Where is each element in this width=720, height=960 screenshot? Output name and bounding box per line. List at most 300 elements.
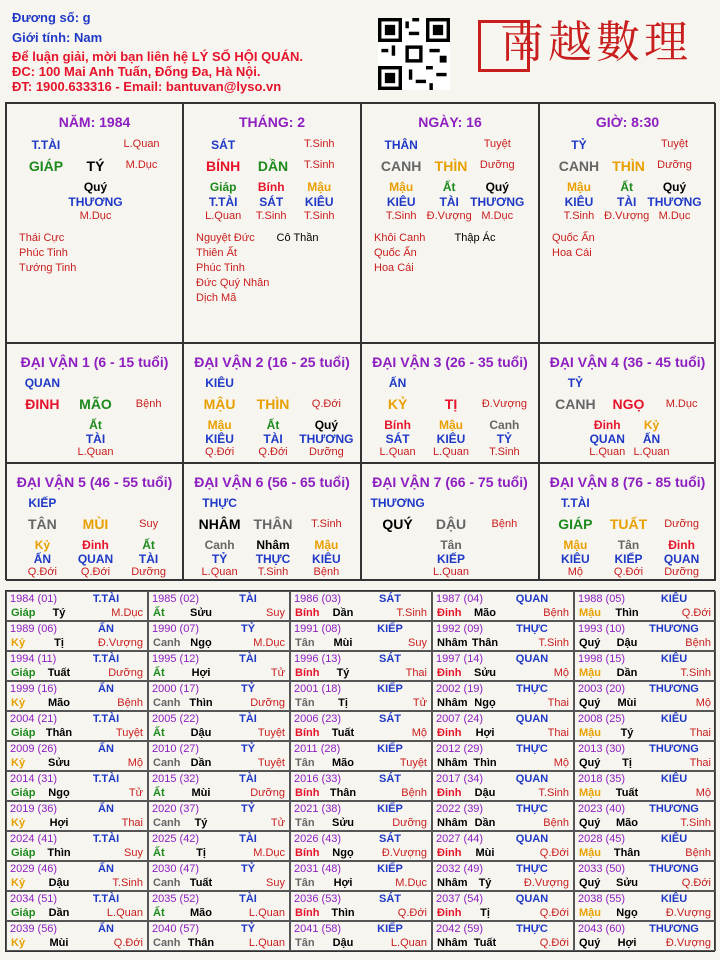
year-stem: Đinh bbox=[437, 787, 462, 799]
year-phase: Đ.Vượng bbox=[97, 637, 143, 649]
year-stem: Tân bbox=[295, 817, 315, 829]
year-label: 2005 (22) bbox=[152, 713, 200, 725]
year-cell bbox=[290, 711, 432, 741]
year-label: 2036 (53) bbox=[294, 893, 342, 905]
year-cell bbox=[574, 651, 716, 681]
pillar-title: GIỜ: 8:30 bbox=[595, 114, 660, 130]
year-god: ẤN bbox=[98, 683, 114, 695]
year-cell bbox=[6, 681, 148, 711]
year-label: 2028 (45) bbox=[578, 833, 626, 845]
dai-van-cell bbox=[539, 343, 716, 463]
year-label: 1997 (14) bbox=[436, 653, 484, 665]
hidden-god: TỶ bbox=[496, 432, 513, 446]
hidden-god: QUAN bbox=[589, 432, 625, 446]
dai-van-cell bbox=[183, 463, 361, 581]
hidden-god: TÀI bbox=[85, 432, 106, 446]
hidden-god: TÀI bbox=[263, 432, 283, 446]
hidden-phase: Đ.Vượng bbox=[426, 210, 472, 222]
year-cell bbox=[6, 861, 148, 891]
year-label: 2033 (50) bbox=[578, 863, 626, 875]
year-branch: Thân bbox=[471, 637, 499, 649]
year-god: SÁT bbox=[379, 773, 401, 785]
pillar-stem-god: TỶ bbox=[571, 138, 587, 152]
year-god: THỰC bbox=[516, 863, 548, 875]
year-stem: Ất bbox=[153, 787, 165, 799]
year-god: THƯƠNG bbox=[649, 683, 699, 695]
dai-van-phase: T.Sinh bbox=[311, 518, 342, 530]
year-label: 1992 (09) bbox=[436, 623, 484, 635]
year-cell bbox=[148, 711, 290, 741]
year-label: 2020 (37) bbox=[152, 803, 200, 815]
hidden-god: SÁT bbox=[385, 432, 410, 446]
year-stem: Giáp bbox=[11, 787, 36, 799]
year-label: 2014 (31) bbox=[10, 773, 58, 785]
hidden-phase: T.Sinh bbox=[255, 210, 287, 222]
year-god: QUAN bbox=[515, 773, 549, 785]
year-branch: Tý bbox=[52, 607, 66, 619]
year-branch: Tý bbox=[336, 667, 350, 679]
hidden-phase: L.Quan bbox=[379, 446, 416, 458]
year-branch: Ngọ bbox=[616, 907, 638, 919]
dai-van-title: ĐẠI VẬN 1 (6 - 15 tuổi) bbox=[20, 354, 169, 370]
year-cell bbox=[432, 801, 574, 831]
year-god: TỶ bbox=[240, 803, 256, 815]
hidden-phase: L.Quan bbox=[432, 566, 470, 578]
year-branch: Sửu bbox=[331, 817, 355, 829]
year-label: 1993 (10) bbox=[578, 623, 626, 635]
hidden-phase: L.Quan bbox=[633, 446, 670, 458]
year-god: QUAN bbox=[515, 713, 549, 725]
year-stem: Bính bbox=[295, 847, 320, 859]
year-stem: Đinh bbox=[437, 667, 462, 679]
contact-text: Để luận giải, mời bạn liên hệ LÝ SỐ HỘI QUÁN. bbox=[12, 49, 303, 64]
year-stem: Kỷ bbox=[11, 637, 26, 649]
year-phase: L.Quan bbox=[390, 937, 427, 949]
year-branch: Thân bbox=[613, 847, 641, 859]
year-cell bbox=[574, 591, 716, 621]
dai-van-branch: THÌN bbox=[256, 396, 290, 412]
dai-van-cell bbox=[361, 463, 539, 581]
year-branch: Tuất bbox=[331, 727, 355, 739]
year-branch: Thìn bbox=[47, 847, 71, 859]
year-branch: Tuất bbox=[47, 667, 71, 679]
year-branch: Mão bbox=[616, 817, 638, 829]
year-stem: Nhâm bbox=[437, 757, 468, 769]
year-branch: Thân bbox=[329, 787, 357, 799]
pillar-stem: BÍNH bbox=[206, 158, 241, 174]
year-stem: Canh bbox=[153, 637, 181, 649]
gender-label: Giới tính: Nam bbox=[12, 30, 103, 45]
spirit-star: Cô Thần bbox=[276, 232, 319, 244]
year-cell bbox=[148, 591, 290, 621]
year-branch: Ngọ bbox=[474, 697, 496, 709]
dai-van-title: ĐẠI VẬN 6 (56 - 65 tuổi) bbox=[194, 474, 350, 490]
year-phase: Tử bbox=[270, 667, 285, 679]
year-phase: M.Dục bbox=[395, 877, 427, 889]
year-label: 2043 (60) bbox=[578, 923, 626, 935]
year-stem: Quý bbox=[579, 937, 601, 949]
pillar-title: THÁNG: 2 bbox=[238, 114, 306, 130]
year-cell bbox=[432, 711, 574, 741]
year-label: 2012 (29) bbox=[436, 743, 484, 755]
year-phase: Suy bbox=[124, 847, 143, 859]
year-god: TÀI bbox=[239, 893, 257, 905]
hidden-phase: L.Quan bbox=[205, 210, 242, 222]
year-branch: Ngọ bbox=[332, 847, 354, 859]
year-branch: Mùi bbox=[191, 787, 211, 799]
year-phase: Mộ bbox=[553, 667, 569, 679]
hidden-god: T.TÀI bbox=[208, 195, 238, 209]
year-label: 1988 (05) bbox=[578, 593, 626, 605]
hidden-stem: Đinh bbox=[593, 418, 621, 432]
dai-van-god: T.TÀI bbox=[561, 496, 590, 510]
year-cell bbox=[6, 591, 148, 621]
year-cell bbox=[432, 741, 574, 771]
year-cell bbox=[6, 711, 148, 741]
hidden-god: KIÊU bbox=[386, 195, 416, 209]
hidden-phase: Đ.Vượng bbox=[604, 210, 650, 222]
year-cell bbox=[574, 921, 716, 951]
year-god: TÀI bbox=[239, 773, 257, 785]
dai-van-stem: KỶ bbox=[387, 396, 408, 412]
year-cell bbox=[432, 921, 574, 951]
pillar-stem-phase: T.Sinh bbox=[303, 138, 335, 150]
year-branch: Ngọ bbox=[48, 787, 70, 799]
year-phase: Tuyệt bbox=[399, 757, 427, 769]
year-stem: Giáp bbox=[11, 727, 36, 739]
dai-van-stem: GIÁP bbox=[558, 516, 593, 532]
hidden-phase: Q.Đới bbox=[27, 566, 57, 578]
year-stem: Canh bbox=[153, 817, 181, 829]
hidden-stem: Canh bbox=[204, 538, 235, 552]
pillar-stem-phase: Tuyệt bbox=[660, 138, 689, 150]
phone-email-text[interactable]: ĐT: 1900.633316 - Email: bantuvan@lyso.vn bbox=[12, 79, 282, 94]
year-cell bbox=[290, 921, 432, 951]
year-god: KIẾP bbox=[377, 923, 403, 935]
hidden-god: TỶ bbox=[211, 552, 228, 566]
hidden-god: TÀI bbox=[138, 552, 159, 566]
year-cell bbox=[148, 831, 290, 861]
year-phase: Đ.Vượng bbox=[665, 937, 711, 949]
hidden-stem: Mậu bbox=[314, 538, 339, 552]
year-cell bbox=[148, 741, 290, 771]
year-stem: Ất bbox=[153, 727, 165, 739]
dai-van-stem: MẬU bbox=[203, 396, 236, 412]
hidden-phase: Mộ bbox=[567, 566, 584, 578]
year-label: 1987 (04) bbox=[436, 593, 484, 605]
spirit-star: Đức Quý Nhân bbox=[196, 277, 270, 289]
year-label: 2006 (23) bbox=[294, 713, 342, 725]
year-label: 2037 (54) bbox=[436, 893, 484, 905]
year-label: 2013 (30) bbox=[578, 743, 626, 755]
year-stem: Tân bbox=[295, 697, 315, 709]
hidden-phase: T.Sinh bbox=[257, 566, 289, 578]
year-god: THƯƠNG bbox=[649, 923, 699, 935]
year-phase: Q.Đới bbox=[539, 937, 569, 949]
dai-van-branch: TỊ bbox=[444, 396, 458, 412]
spirit-star: Dịch Mã bbox=[196, 292, 237, 304]
year-branch: Sửu bbox=[473, 667, 497, 679]
year-phase: Mộ bbox=[127, 757, 143, 769]
year-phase: T.Sinh bbox=[680, 817, 711, 829]
year-branch: Mão bbox=[332, 757, 354, 769]
year-phase: Mộ bbox=[553, 757, 569, 769]
hidden-god: THƯƠNG bbox=[68, 195, 123, 209]
year-cell bbox=[574, 771, 716, 801]
year-branch: Thìn bbox=[473, 757, 497, 769]
year-branch: Dậu bbox=[48, 877, 70, 889]
year-cell bbox=[148, 921, 290, 951]
year-cell bbox=[432, 891, 574, 921]
year-phase: T.Sinh bbox=[538, 637, 569, 649]
year-stem: Canh bbox=[153, 877, 181, 889]
spirit-star: Khôi Canh bbox=[374, 232, 426, 244]
year-phase: Bệnh bbox=[543, 607, 569, 619]
year-stem: Canh bbox=[153, 937, 181, 949]
year-stem: Mậu bbox=[579, 907, 601, 919]
year-god: KIÊU bbox=[660, 593, 688, 605]
year-phase: Đ.Vượng bbox=[665, 907, 711, 919]
year-label: 1999 (16) bbox=[10, 683, 58, 695]
year-cell bbox=[148, 861, 290, 891]
year-label: 1989 (06) bbox=[10, 623, 58, 635]
dai-van-title: ĐẠI VẬN 3 (26 - 35 tuổi) bbox=[372, 354, 528, 370]
pillar-cell bbox=[361, 103, 539, 343]
year-label: 2009 (26) bbox=[10, 743, 58, 755]
year-stem: Mậu bbox=[579, 847, 601, 859]
year-phase: Thai bbox=[547, 727, 569, 739]
pillar-cell bbox=[539, 103, 716, 343]
year-phase: Dưỡng bbox=[250, 787, 285, 799]
year-branch: Dậu bbox=[190, 727, 212, 739]
dai-van-branch: DẬU bbox=[435, 516, 467, 532]
pillar-chart bbox=[5, 102, 715, 580]
hidden-phase: M.Dục bbox=[481, 210, 514, 222]
year-phase: Bệnh bbox=[685, 847, 711, 859]
hidden-phase: Q.Đới bbox=[204, 446, 235, 458]
year-cell bbox=[148, 681, 290, 711]
qr-code-icon[interactable] bbox=[378, 18, 450, 90]
year-branch: Dần bbox=[616, 667, 638, 679]
hidden-god: KIÊU bbox=[312, 552, 341, 566]
dai-van-branch: TUẤT bbox=[609, 516, 648, 532]
pillar-branch-phase: Dưỡng bbox=[657, 159, 692, 171]
pillar-stem: CANH bbox=[380, 158, 422, 174]
year-stem: Tân bbox=[295, 637, 315, 649]
year-cell bbox=[6, 621, 148, 651]
year-stem: Bính bbox=[295, 667, 320, 679]
year-god: ẤN bbox=[98, 863, 114, 875]
year-cell bbox=[6, 741, 148, 771]
year-stem: Nhâm bbox=[437, 697, 468, 709]
year-cell bbox=[574, 891, 716, 921]
year-god: T.TÀI bbox=[92, 713, 120, 725]
hidden-god: TÀI bbox=[617, 195, 637, 209]
year-branch: Thân bbox=[187, 937, 215, 949]
year-stem: Đinh bbox=[437, 607, 462, 619]
year-stem: Bính bbox=[295, 907, 320, 919]
pillar-branch-phase: T.Sinh bbox=[303, 159, 335, 171]
hidden-stem: Ất bbox=[142, 538, 155, 552]
year-god: TỶ bbox=[240, 923, 256, 935]
dai-van-title: ĐẠI VẬN 8 (76 - 85 tuổi) bbox=[549, 474, 706, 490]
year-branch: Hợi bbox=[475, 727, 495, 739]
hidden-stem: Mậu bbox=[439, 418, 463, 432]
year-branch: Mão bbox=[474, 607, 496, 619]
year-cell bbox=[574, 741, 716, 771]
year-label: 2030 (47) bbox=[152, 863, 200, 875]
year-phase: L.Quan bbox=[248, 907, 285, 919]
hidden-god: KIÊU bbox=[205, 432, 234, 446]
year-god: TỶ bbox=[240, 683, 256, 695]
year-phase: Q.Đới bbox=[539, 907, 569, 919]
year-label: 2040 (57) bbox=[152, 923, 200, 935]
year-god: THỰC bbox=[516, 803, 548, 815]
year-label: 2001 (18) bbox=[294, 683, 342, 695]
pillar-stem-god: T.TÀI bbox=[31, 138, 61, 152]
year-branch: Mùi bbox=[333, 637, 353, 649]
year-label: 2038 (55) bbox=[578, 893, 626, 905]
header bbox=[0, 0, 720, 100]
spirit-star: Nguyệt Đức bbox=[196, 232, 255, 244]
hidden-stem: Ất bbox=[89, 418, 102, 432]
year-branch: Ngọ bbox=[190, 637, 212, 649]
hidden-stem: Mậu bbox=[389, 180, 414, 194]
dai-van-branch: THÂN bbox=[253, 516, 293, 532]
year-stem: Tân bbox=[295, 937, 315, 949]
hidden-god: QUAN bbox=[663, 552, 700, 566]
year-god: ẤN bbox=[98, 623, 114, 635]
dai-van-god: THỰC bbox=[202, 496, 237, 510]
year-god: THỰC bbox=[516, 623, 548, 635]
dai-van-cell bbox=[6, 343, 183, 463]
year-phase: Bệnh bbox=[543, 817, 569, 829]
year-cell bbox=[6, 651, 148, 681]
year-cell bbox=[290, 621, 432, 651]
spirit-star: Thập Ác bbox=[454, 232, 496, 244]
year-phase: L.Quan bbox=[248, 937, 285, 949]
hidden-god: SÁT bbox=[259, 195, 284, 209]
year-stem: Giáp bbox=[11, 907, 36, 919]
year-god: KIẾP bbox=[377, 863, 403, 875]
year-stem: Bính bbox=[295, 787, 320, 799]
year-label: 2010 (27) bbox=[152, 743, 200, 755]
year-label: 2041 (58) bbox=[294, 923, 342, 935]
dai-van-phase: Bệnh bbox=[491, 518, 518, 530]
year-branch: Mùi bbox=[49, 937, 69, 949]
year-label: 1998 (15) bbox=[578, 653, 626, 665]
year-cell bbox=[148, 891, 290, 921]
year-god: KIẾP bbox=[377, 623, 403, 635]
dai-van-god: KIẾP bbox=[28, 496, 57, 510]
year-phase: Tử bbox=[270, 817, 285, 829]
year-god: TỶ bbox=[240, 863, 256, 875]
year-god: KIÊU bbox=[660, 773, 688, 785]
year-god: KIÊU bbox=[660, 653, 688, 665]
hidden-stem: Mậu bbox=[563, 538, 588, 552]
pillar-stem-phase: Tuyệt bbox=[483, 138, 511, 150]
year-phase: Tuyệt bbox=[257, 727, 285, 739]
year-cell bbox=[432, 591, 574, 621]
year-stem: Bính bbox=[295, 727, 320, 739]
year-stem: Mậu bbox=[579, 607, 601, 619]
year-god: QUAN bbox=[515, 893, 549, 905]
year-phase: Thai bbox=[121, 817, 143, 829]
hidden-god: KIÊU bbox=[304, 195, 334, 209]
year-cell bbox=[432, 861, 574, 891]
dai-van-cell bbox=[361, 343, 539, 463]
year-stem: Kỷ bbox=[11, 937, 26, 949]
year-cell bbox=[290, 591, 432, 621]
year-god: SÁT bbox=[379, 593, 401, 605]
hidden-god: KIÊU bbox=[564, 195, 594, 209]
dai-van-cell bbox=[6, 463, 183, 581]
hidden-god: ẤN bbox=[642, 432, 661, 446]
year-branch: Mùi bbox=[475, 847, 495, 859]
year-branch: Sửu bbox=[47, 757, 71, 769]
year-phase: M.Dục bbox=[111, 607, 143, 619]
year-cell bbox=[148, 771, 290, 801]
spirit-star: Hoa Cái bbox=[374, 262, 414, 274]
year-branch: Tý bbox=[620, 727, 634, 739]
dai-van-god: KIÊU bbox=[205, 376, 234, 390]
year-label: 2019 (36) bbox=[10, 803, 58, 815]
year-cell bbox=[6, 831, 148, 861]
year-stem: Bính bbox=[295, 607, 320, 619]
spirit-star: Thiên Ất bbox=[196, 247, 237, 259]
year-cell bbox=[432, 831, 574, 861]
year-stem: Nhâm bbox=[437, 877, 468, 889]
year-cell bbox=[6, 771, 148, 801]
year-branch: Tý bbox=[478, 877, 492, 889]
year-god: ẤN bbox=[98, 803, 114, 815]
year-stem: Kỷ bbox=[11, 697, 26, 709]
hidden-stem: Nhâm bbox=[256, 538, 290, 552]
year-god: SÁT bbox=[379, 713, 401, 725]
year-god: THỰC bbox=[516, 923, 548, 935]
hidden-phase: T.Sinh bbox=[303, 210, 335, 222]
year-god: QUAN bbox=[515, 833, 549, 845]
pillar-stem-god: THÂN bbox=[384, 138, 418, 152]
pillar-cell bbox=[183, 103, 361, 343]
year-label: 2021 (38) bbox=[294, 803, 342, 815]
year-cell bbox=[574, 831, 716, 861]
year-god: T.TÀI bbox=[92, 653, 120, 665]
address-text: ĐC: 100 Mai Anh Tuấn, Đống Đa, Hà Nội. bbox=[12, 64, 261, 79]
year-label: 1985 (02) bbox=[152, 593, 200, 605]
year-god: THỰC bbox=[516, 683, 548, 695]
year-branch: Sửu bbox=[615, 877, 639, 889]
year-branch: Dậu bbox=[332, 937, 354, 949]
year-god: KIÊU bbox=[660, 893, 688, 905]
year-label: 2031 (48) bbox=[294, 863, 342, 875]
pillar-branch: DẦN bbox=[257, 158, 289, 174]
hidden-stem: Giáp bbox=[209, 180, 237, 194]
year-label: 2025 (42) bbox=[152, 833, 200, 845]
hidden-stem: Mậu bbox=[566, 180, 591, 194]
dai-van-phase: M.Dục bbox=[665, 398, 698, 410]
pillar-branch: THÌN bbox=[612, 158, 645, 174]
year-stem: Đinh bbox=[437, 907, 462, 919]
year-branch: Tị bbox=[54, 637, 64, 649]
year-god: SÁT bbox=[379, 653, 401, 665]
year-god: KIÊU bbox=[660, 833, 688, 845]
year-phase: T.Sinh bbox=[112, 877, 143, 889]
pillar-cell bbox=[6, 103, 183, 343]
year-cell bbox=[574, 681, 716, 711]
year-phase: Thai bbox=[689, 757, 711, 769]
year-cell bbox=[574, 621, 716, 651]
